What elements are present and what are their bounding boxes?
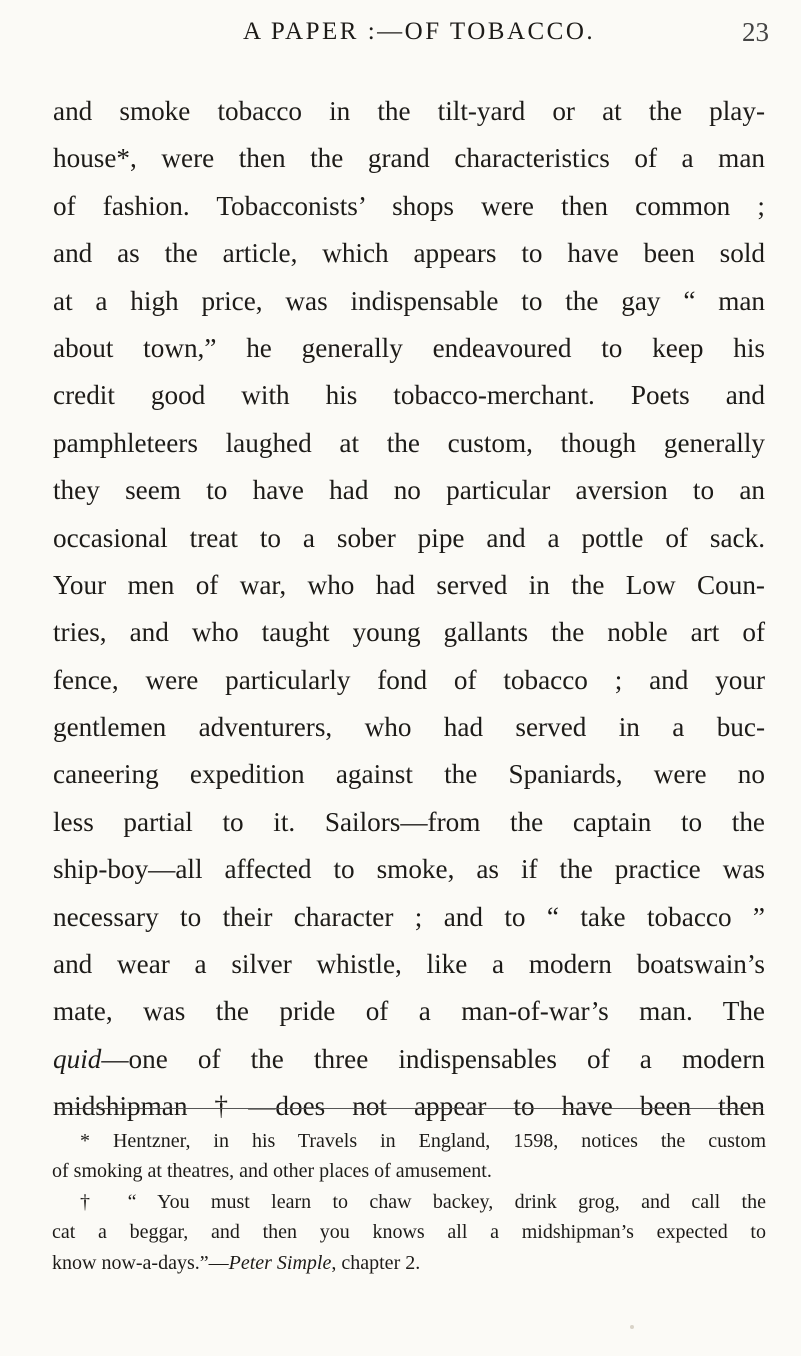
text-line: credit good with his tobacco-merchant. Poets and bbox=[53, 380, 765, 411]
text-line: and smoke tobacco in the tilt-yard or at the play- bbox=[53, 96, 765, 126]
text-line: caneering expedition against the Spaniards, were no bbox=[53, 759, 765, 790]
footnote-line: * Hentzner, in his Travels in England, 1598, notices the custom bbox=[80, 1130, 766, 1152]
footnote-text: , chapter 2. bbox=[331, 1251, 421, 1274]
footnote-line: † “ You must learn to chaw backey, drink grog, and call the bbox=[80, 1190, 766, 1213]
text-line-rest: —one of the three indispensables of a modern bbox=[101, 1043, 765, 1074]
footnote-line: cat a beggar, and then you knows all a midshipman’s expected to bbox=[52, 1221, 766, 1244]
text-line: fence, were particularly fond of tobacco ; and your bbox=[53, 664, 765, 695]
text-line: they seem to have had no particular aversion to an bbox=[53, 475, 765, 506]
footnote-line: of smoking at theatres, and other places of amusement. bbox=[52, 1160, 492, 1183]
text-line: Your men of war, who had served in the Low Coun- bbox=[53, 569, 765, 600]
text-line: and wear a silver whistle, like a modern boatswain’s bbox=[53, 949, 765, 980]
text-line: less partial to it. Sailors—from the captain to the bbox=[53, 806, 765, 837]
text-line bbox=[53, 1036, 765, 1083]
running-title: A PAPER :—OF TOBACCO. bbox=[243, 18, 596, 45]
footnotes bbox=[52, 1126, 766, 1278]
text-line: at a high price, was indispensable to the gay “ man bbox=[53, 285, 765, 316]
text-line: ship-boy—all affected to smoke, as if the practice was bbox=[53, 854, 765, 885]
footnote-line bbox=[52, 1248, 766, 1278]
italic-word-quid: quid bbox=[53, 1043, 102, 1074]
text-line: and as the article, which appears to have been sold bbox=[53, 238, 765, 269]
text-line: pamphleteers laughed at the custom, though generally bbox=[53, 427, 765, 458]
text-line: occasional treat to a sober pipe and a pottle of sack. bbox=[53, 522, 765, 553]
footnote-text: know now-a-days.”— bbox=[52, 1251, 229, 1274]
text-line: mate, was the pride of a man-of-war’s man. The bbox=[53, 996, 765, 1027]
text-line: about town,” he generally endeavoured to keep his bbox=[53, 332, 765, 363]
text-line: house*, were then the grand characteristics of a man bbox=[53, 143, 765, 174]
text-line: of fashion. Tobacconists’ shops were then common ; bbox=[53, 190, 765, 221]
text-line: necessary to their character ; and to “ take tobacco ” bbox=[53, 901, 765, 932]
footnote-rule bbox=[57, 1108, 763, 1109]
book-title: Peter Simple bbox=[228, 1251, 332, 1274]
page-number: 23 bbox=[742, 17, 769, 47]
text-line: gentlemen adventurers, who had served in a buc- bbox=[53, 712, 765, 743]
text-line: tries, and who taught young gallants the noble art of bbox=[53, 617, 765, 648]
paper-speck bbox=[630, 1325, 634, 1329]
running-header bbox=[0, 14, 801, 54]
body-text bbox=[53, 88, 765, 1131]
text-line: midshipman †—does not appear to have been then bbox=[53, 1091, 765, 1122]
